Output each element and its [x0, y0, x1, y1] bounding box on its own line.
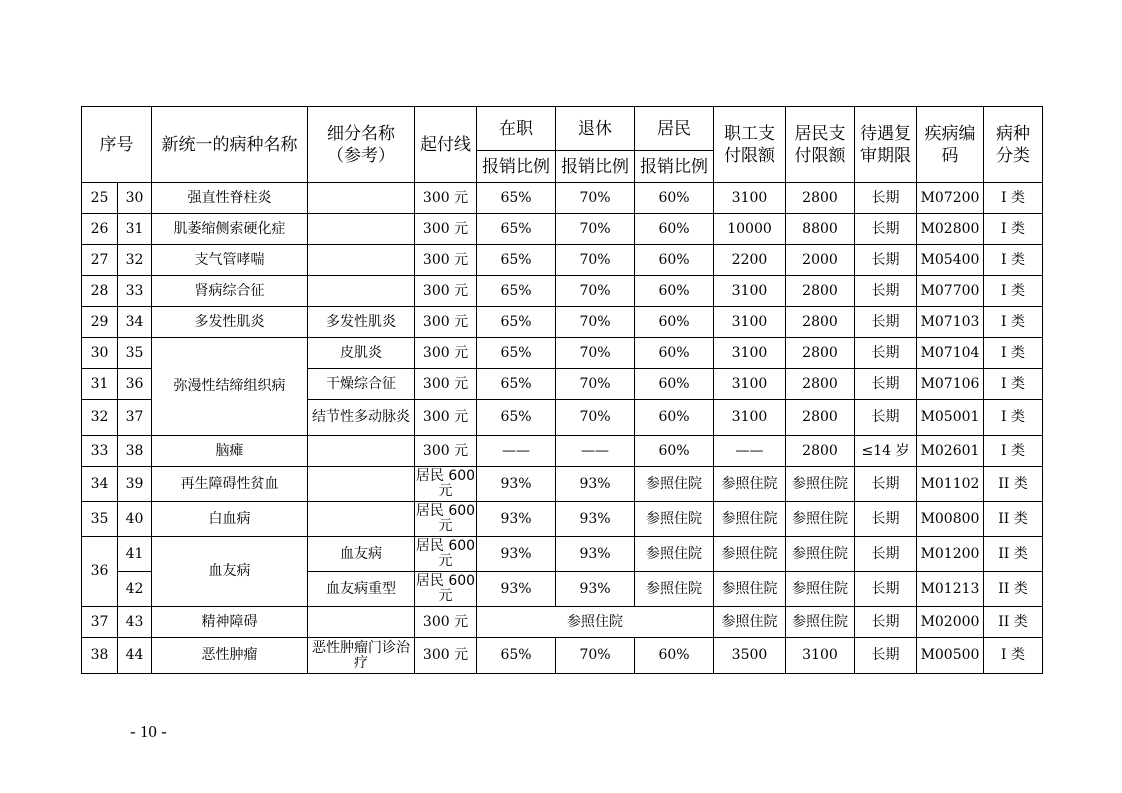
header-code: 疾病编 码	[917, 107, 984, 183]
row-detail	[308, 214, 415, 245]
row-ret: 70%	[556, 245, 635, 276]
row-sub: 38	[118, 436, 152, 467]
row-emp: 93%	[477, 502, 556, 537]
row-threshold: 居民 600 元	[415, 502, 477, 537]
row-ret: 93%	[556, 467, 635, 502]
row-detail: 皮肌炎	[308, 338, 415, 369]
row-detail	[308, 276, 415, 307]
row-cat: II 类	[984, 572, 1043, 607]
header-res-limit: 居民支 付限额	[786, 107, 855, 183]
table-row	[82, 338, 1043, 369]
row-review: 长期	[855, 307, 917, 338]
row-res-limit: 参照住院	[786, 467, 855, 502]
row-threshold: 300 元	[415, 400, 477, 436]
row-code: M01200	[917, 537, 984, 572]
row-threshold: 300 元	[415, 245, 477, 276]
row-review: 长期	[855, 214, 917, 245]
row-sub: 35	[118, 338, 152, 369]
row-ret: 93%	[556, 537, 635, 572]
row-emp: 65%	[477, 214, 556, 245]
row-detail: 多发性肌炎	[308, 307, 415, 338]
row-emp: 93%	[477, 572, 556, 607]
row-sub: 33	[118, 276, 152, 307]
row-detail	[308, 436, 415, 467]
row-threshold: 300 元	[415, 436, 477, 467]
row-review: 长期	[855, 467, 917, 502]
row-review: 长期	[855, 607, 917, 638]
row-emp: 65%	[477, 400, 556, 436]
row-res: 参照住院	[635, 467, 714, 502]
row-threshold: 300 元	[415, 338, 477, 369]
header-seq: 序号	[82, 107, 152, 183]
row-emp: 93%	[477, 537, 556, 572]
row-res: 60%	[635, 400, 714, 436]
row-no: 34	[82, 467, 118, 502]
row-name: 肌萎缩侧索硬化症	[152, 214, 308, 245]
row-ret: 70%	[556, 338, 635, 369]
row-threshold: 居民 600 元	[415, 467, 477, 502]
row-res: 60%	[635, 307, 714, 338]
table-row	[82, 638, 1043, 674]
row-ret: 70%	[556, 369, 635, 400]
row-code: M07104	[917, 338, 984, 369]
row-name: 多发性肌炎	[152, 307, 308, 338]
row-threshold: 300 元	[415, 183, 477, 214]
row-code: M01213	[917, 572, 984, 607]
row-sub: 43	[118, 607, 152, 638]
row-no: 35	[82, 502, 118, 537]
header-category: 病种 分类	[984, 107, 1043, 183]
table-row	[82, 436, 1043, 467]
row-res-limit: 2800	[786, 369, 855, 400]
row-detail: 血友病	[308, 537, 415, 572]
row-cat: II 类	[984, 467, 1043, 502]
row-threshold: 居民 600 元	[415, 537, 477, 572]
row-res-limit: 2800	[786, 436, 855, 467]
page-number: - 10 -	[130, 722, 167, 741]
row-res-limit: 2800	[786, 338, 855, 369]
row-code: M05400	[917, 245, 984, 276]
header-ratio-retired: 报销比例	[556, 151, 635, 183]
row-emp-limit: 参照住院	[714, 467, 786, 502]
row-name: 强直性脊柱炎	[152, 183, 308, 214]
header-employed: 在职	[477, 107, 556, 151]
row-sub: 37	[118, 400, 152, 436]
row-cat: II 类	[984, 607, 1043, 638]
row-no: 32	[82, 400, 118, 436]
row-code: M07106	[917, 369, 984, 400]
row-no: 27	[82, 245, 118, 276]
row-threshold: 300 元	[415, 638, 477, 674]
row-name: 支气管哮喘	[152, 245, 308, 276]
row-res: 60%	[635, 638, 714, 674]
row-cat: I 类	[984, 436, 1043, 467]
row-sub: 42	[118, 572, 152, 607]
header-retired: 退休	[556, 107, 635, 151]
row-detail	[308, 245, 415, 276]
row-cat: I 类	[984, 638, 1043, 674]
row-code: M00800	[917, 502, 984, 537]
row-no: 37	[82, 607, 118, 638]
row-name: 精神障碍	[152, 607, 308, 638]
header-sub-name: 细分名称 （参考）	[308, 107, 415, 183]
row-merged-ratio: 参照住院	[477, 607, 714, 638]
row-res-limit: 参照住院	[786, 502, 855, 537]
table-row	[82, 245, 1043, 276]
row-cat: I 类	[984, 183, 1043, 214]
row-no: 33	[82, 436, 118, 467]
row-ret: 70%	[556, 307, 635, 338]
row-emp: 65%	[477, 369, 556, 400]
row-res: 参照住院	[635, 572, 714, 607]
row-ret: 70%	[556, 276, 635, 307]
row-detail: 恶性肿瘤门诊治疗	[308, 638, 415, 674]
header-emp-limit: 职工支 付限额	[714, 107, 786, 183]
row-emp-limit: 3100	[714, 400, 786, 436]
row-ret: ——	[556, 436, 635, 467]
row-res: 60%	[635, 436, 714, 467]
disease-table	[81, 106, 1043, 674]
row-no: 31	[82, 369, 118, 400]
table-row	[82, 214, 1043, 245]
row-emp: 65%	[477, 276, 556, 307]
row-ret: 70%	[556, 214, 635, 245]
row-emp-limit: 3100	[714, 276, 786, 307]
table-row	[82, 607, 1043, 638]
row-threshold: 300 元	[415, 369, 477, 400]
row-cat: I 类	[984, 276, 1043, 307]
row-emp: 65%	[477, 183, 556, 214]
row-ret: 70%	[556, 400, 635, 436]
row-review: 长期	[855, 338, 917, 369]
row-emp-limit: 3100	[714, 307, 786, 338]
row-sub: 44	[118, 638, 152, 674]
row-emp-limit: 3100	[714, 338, 786, 369]
row-review: 长期	[855, 537, 917, 572]
row-review: 长期	[855, 369, 917, 400]
row-sub: 32	[118, 245, 152, 276]
row-name: 脑瘫	[152, 436, 308, 467]
row-res-limit: 2800	[786, 400, 855, 436]
row-review: 长期	[855, 245, 917, 276]
row-res: 60%	[635, 245, 714, 276]
row-sub: 30	[118, 183, 152, 214]
row-sub: 36	[118, 369, 152, 400]
row-threshold: 300 元	[415, 607, 477, 638]
row-res: 参照住院	[635, 537, 714, 572]
header-review: 待遇复 审期限	[855, 107, 917, 183]
row-res: 60%	[635, 214, 714, 245]
row-name: 恶性肿瘤	[152, 638, 308, 674]
table-row	[82, 183, 1043, 214]
row-threshold: 300 元	[415, 276, 477, 307]
row-name: 血友病	[152, 537, 308, 607]
row-emp-limit: 2200	[714, 245, 786, 276]
row-name: 肾病综合征	[152, 276, 308, 307]
row-no: 28	[82, 276, 118, 307]
row-review: ≤14 岁	[855, 436, 917, 467]
row-res: 60%	[635, 183, 714, 214]
row-emp-limit: 参照住院	[714, 607, 786, 638]
row-res: 60%	[635, 338, 714, 369]
row-detail	[308, 467, 415, 502]
table-row	[82, 276, 1043, 307]
row-review: 长期	[855, 183, 917, 214]
row-code: M02800	[917, 214, 984, 245]
row-emp-limit: 3500	[714, 638, 786, 674]
table-row	[82, 467, 1043, 502]
row-res-limit: 2800	[786, 183, 855, 214]
row-detail	[308, 607, 415, 638]
row-res-limit: 2800	[786, 276, 855, 307]
row-cat: II 类	[984, 537, 1043, 572]
row-cat: I 类	[984, 369, 1043, 400]
row-code: M07700	[917, 276, 984, 307]
header-disease-name: 新统一的病种名称	[152, 107, 308, 183]
row-cat: I 类	[984, 307, 1043, 338]
row-code: M02601	[917, 436, 984, 467]
row-ret: 70%	[556, 183, 635, 214]
row-code: M07200	[917, 183, 984, 214]
row-no: 29	[82, 307, 118, 338]
row-emp: 65%	[477, 638, 556, 674]
row-emp-limit: 3100	[714, 369, 786, 400]
row-code: M02000	[917, 607, 984, 638]
row-cat: I 类	[984, 214, 1043, 245]
row-cat: I 类	[984, 245, 1043, 276]
row-no: 25	[82, 183, 118, 214]
row-review: 长期	[855, 502, 917, 537]
row-res-limit: 2800	[786, 307, 855, 338]
row-detail: 干燥综合征	[308, 369, 415, 400]
row-sub: 39	[118, 467, 152, 502]
row-ret: 70%	[556, 638, 635, 674]
row-emp-limit: 参照住院	[714, 502, 786, 537]
row-res-limit: 2000	[786, 245, 855, 276]
row-detail	[308, 183, 415, 214]
row-threshold: 300 元	[415, 307, 477, 338]
row-detail: 血友病重型	[308, 572, 415, 607]
row-cat: II 类	[984, 502, 1043, 537]
row-emp: ——	[477, 436, 556, 467]
row-threshold: 300 元	[415, 214, 477, 245]
row-ret: 93%	[556, 502, 635, 537]
row-code: M07103	[917, 307, 984, 338]
row-res-limit: 参照住院	[786, 572, 855, 607]
table-row	[82, 537, 1043, 572]
row-review: 长期	[855, 638, 917, 674]
row-emp-limit: 参照住院	[714, 537, 786, 572]
row-code: M00500	[917, 638, 984, 674]
row-res-limit: 8800	[786, 214, 855, 245]
table-row	[82, 502, 1043, 537]
row-cat: I 类	[984, 338, 1043, 369]
row-review: 长期	[855, 276, 917, 307]
row-no: 30	[82, 338, 118, 369]
row-res: 参照住院	[635, 502, 714, 537]
row-name: 再生障碍性贫血	[152, 467, 308, 502]
row-ret: 93%	[556, 572, 635, 607]
row-name: 弥漫性结缔组织病	[152, 338, 308, 436]
row-emp-limit: 3100	[714, 183, 786, 214]
row-emp-limit: 参照住院	[714, 572, 786, 607]
row-res: 60%	[635, 369, 714, 400]
row-sub: 40	[118, 502, 152, 537]
row-detail	[308, 502, 415, 537]
row-no: 26	[82, 214, 118, 245]
row-emp: 65%	[477, 245, 556, 276]
row-cat: I 类	[984, 400, 1043, 436]
row-res-limit: 3100	[786, 638, 855, 674]
row-res-limit: 参照住院	[786, 537, 855, 572]
row-emp-limit: ——	[714, 436, 786, 467]
row-emp: 65%	[477, 307, 556, 338]
row-emp-limit: 10000	[714, 214, 786, 245]
row-review: 长期	[855, 400, 917, 436]
row-res: 60%	[635, 276, 714, 307]
header-threshold: 起付线	[415, 107, 477, 183]
row-emp: 65%	[477, 338, 556, 369]
header-ratio-employed: 报销比例	[477, 151, 556, 183]
row-no: 36	[82, 537, 118, 607]
row-code: M01102	[917, 467, 984, 502]
row-emp: 93%	[477, 467, 556, 502]
row-res-limit: 参照住院	[786, 607, 855, 638]
row-no: 38	[82, 638, 118, 674]
row-detail: 结节性多动脉炎	[308, 400, 415, 436]
header-ratio-resident: 报销比例	[635, 151, 714, 183]
row-review: 长期	[855, 572, 917, 607]
row-code: M05001	[917, 400, 984, 436]
row-sub: 41	[118, 537, 152, 572]
table-row	[82, 307, 1043, 338]
row-sub: 31	[118, 214, 152, 245]
row-threshold: 居民 600 元	[415, 572, 477, 607]
row-name: 白血病	[152, 502, 308, 537]
row-sub: 34	[118, 307, 152, 338]
header-resident: 居民	[635, 107, 714, 151]
